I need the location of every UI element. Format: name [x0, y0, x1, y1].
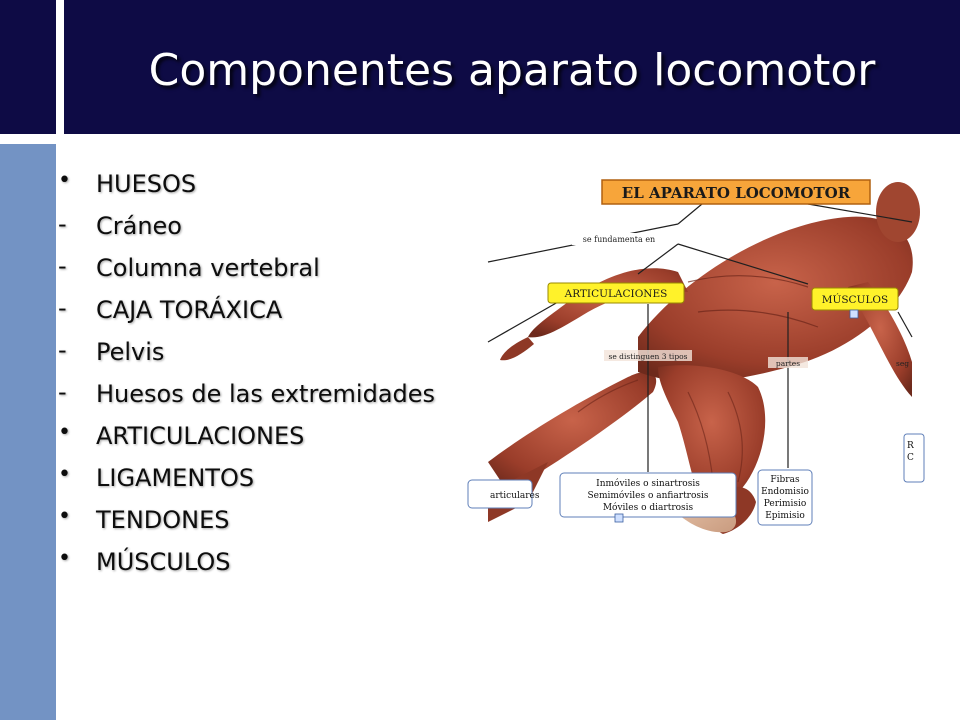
parte-line: Perimisio: [763, 499, 807, 509]
link-label-fundamenta: se fundamenta en: [582, 235, 656, 244]
list-item-text: Cráneo: [96, 212, 182, 240]
title-bar-left-block: [0, 0, 56, 134]
left-cut-label: articulares: [490, 491, 540, 501]
list-item: [58, 252, 458, 284]
list-item: [58, 294, 458, 326]
link-label-tipos: se distinguen 3 tipos: [608, 352, 688, 361]
concept-articulaciones-label: ARTICULACIONES: [564, 288, 668, 300]
list-item-text: ARTICULACIONES: [96, 422, 305, 450]
concept-node-root: [602, 180, 870, 204]
dash-mark: -: [58, 294, 67, 322]
list-item: [58, 420, 458, 452]
right-cut-label: R: [907, 441, 914, 451]
header-rule: [0, 134, 960, 144]
concept-node-articulaciones: [548, 283, 684, 303]
link-label-seg: seg: [896, 359, 910, 368]
bullet-mark: •: [58, 420, 71, 445]
list-item-text: Columna vertebral: [96, 254, 320, 282]
list-item-text: MÚSCULOS: [96, 548, 231, 576]
concept-map-figure: [488, 162, 912, 542]
link-label-partes: partes: [775, 359, 801, 368]
bullet-list: [58, 168, 458, 578]
tipo-line: Semimóviles o anfiartrosis: [587, 491, 709, 501]
list-item: [58, 210, 458, 242]
list-item: [58, 546, 458, 578]
tipo-line: Móviles o diartrosis: [602, 503, 694, 513]
concept-root-label: EL APARATO LOCOMOTOR: [621, 184, 851, 202]
bullet-mark: •: [58, 504, 71, 529]
dash-mark: -: [58, 210, 67, 238]
list-item-text: Pelvis: [96, 338, 165, 366]
list-item-text: Huesos de las extremidades: [96, 380, 436, 408]
parte-line: Epimisio: [765, 511, 805, 521]
attachment-icon: [850, 310, 858, 318]
list-item: [58, 336, 458, 368]
concept-node-right-cut: [904, 434, 924, 482]
right-cut-label: C: [907, 453, 914, 463]
concept-node-tipos: [560, 473, 736, 522]
parte-line: Fibras: [770, 475, 800, 485]
bullet-mark: •: [58, 546, 71, 571]
list-item: [58, 378, 458, 410]
concept-musculos-label: MÚSCULOS: [821, 294, 889, 306]
slide-title: Componentes aparato locomotor: [148, 45, 876, 96]
concept-node-left-cut: [468, 480, 540, 508]
concept-map-svg: [488, 162, 912, 542]
concept-node-partes: [758, 470, 812, 525]
side-accent-bar: [0, 144, 56, 720]
list-item: [58, 168, 458, 200]
dash-mark: -: [58, 336, 67, 364]
title-bar-divider: [56, 0, 64, 134]
bullet-mark: •: [58, 168, 71, 193]
tipo-line: Inmóviles o sinartrosis: [596, 479, 700, 489]
list-item-text: CAJA TORÁXICA: [96, 296, 283, 324]
list-item-text: TENDONES: [96, 506, 230, 534]
list-item: [58, 462, 458, 494]
list-item-text: LIGAMENTOS: [96, 464, 255, 492]
list-item: [58, 504, 458, 536]
dash-mark: -: [58, 252, 67, 280]
bullet-mark: •: [58, 462, 71, 487]
parte-line: Endomisio: [761, 487, 809, 497]
dash-mark: -: [58, 378, 67, 406]
list-item-text: HUESOS: [96, 170, 197, 198]
attachment-icon: [615, 514, 623, 522]
